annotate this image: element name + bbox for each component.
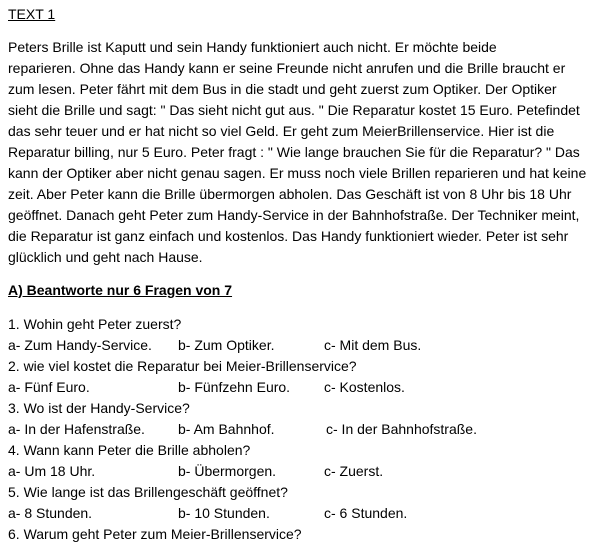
question-text: 4. Wann kann Peter die Brille abholen? xyxy=(8,442,251,458)
paragraph-line: das sehr teuer und er hat nicht so viel Geld. Er geht zum MeierBrillenservice. Hier ist die xyxy=(8,123,555,139)
answer-option-a: a- Um 18 Uhr. xyxy=(8,463,96,479)
question-text: 3. Wo ist der Handy-Service? xyxy=(8,400,190,416)
paragraph-line: sieht die Brille und sagt: " Das sieht nicht gut aus. " Die Reparatur kostet 15 Euro. Petefindet xyxy=(8,102,580,118)
answer-option-c: c- Zuerst. xyxy=(324,463,384,479)
answer-option-a: a- 8 Stunden. xyxy=(8,505,93,521)
answer-option-b: b- Übermorgen. xyxy=(178,463,277,479)
answer-option-b: b- Am Bahnhof. xyxy=(178,421,275,437)
paragraph-line: reparieren. Ohne das Handy kann er seine Freunde nicht anrufen und die Brille braucht er xyxy=(8,60,566,76)
question-text: 5. Wie lange ist das Brillengeschäft geöffnet? xyxy=(8,484,288,500)
paragraph-line: Reparatur billing, nur 5 Euro. Peter fragt : " Wie lange brauchen Sie für die Reparatur? " Das xyxy=(8,144,580,160)
paragraph-line: zum lesen. Peter fährt mit dem Bus in die stadt und geht zuerst zum Optiker. Der Optiker xyxy=(8,81,557,97)
paragraph-line: Peters Brille ist Kaputt und sein Handy funktioniert auch nicht. Er möchte beide xyxy=(8,39,497,55)
answer-option-a: a- Fünf Euro. xyxy=(8,379,90,395)
answer-option-c: c- 6 Stunden. xyxy=(324,505,408,521)
answer-option-c: c- Kostenlos. xyxy=(324,379,405,395)
answer-option-b: b- Zum Optiker. xyxy=(178,337,275,353)
answer-option-a: a- Zum Handy-Service. xyxy=(8,337,152,353)
paragraph-line: glücklich und geht nach Hause. xyxy=(8,249,203,265)
answer-option-c: c- Mit dem Bus. xyxy=(324,337,422,353)
answer-option-c: c- In der Bahnhofstraße. xyxy=(326,421,477,437)
question-text: 6. Warum geht Peter zum Meier-Brillenservice? xyxy=(8,526,302,542)
paragraph-line: zeit. Aber Peter kann die Brille übermorgen abholen. Das Geschäft ist von 8 Uhr bis 18 Uhr xyxy=(8,186,572,202)
answer-option-b: b- Fünfzehn Euro. xyxy=(178,379,291,395)
paragraph-line: kann der Optiker aber nicht genau sagen. Er muss noch viele Brillen reparieren und hat keine xyxy=(8,165,587,181)
question-text: 1. Wohin geht Peter zuerst? xyxy=(8,316,182,332)
paragraph-line: geöffnet. Danach geht Peter zum Handy-Service in der Bahnhofstraße. Der Techniker meint, xyxy=(8,207,580,223)
answer-option-b: b- 10 Stunden. xyxy=(178,505,270,521)
answer-option-a: a- In der Hafenstraße. xyxy=(8,421,145,437)
document-title: TEXT 1 xyxy=(8,6,56,22)
question-text: 2. wie viel kostet die Reparatur bei Meier-Brillenservice? xyxy=(8,358,357,374)
paragraph-line: die Reparatur ist ganz einfach und kostenlos. Das Handy funktioniert wieder. Peter ist sehr xyxy=(8,228,569,244)
section-heading: A) Beantworte nur 6 Fragen von 7 xyxy=(8,282,233,298)
